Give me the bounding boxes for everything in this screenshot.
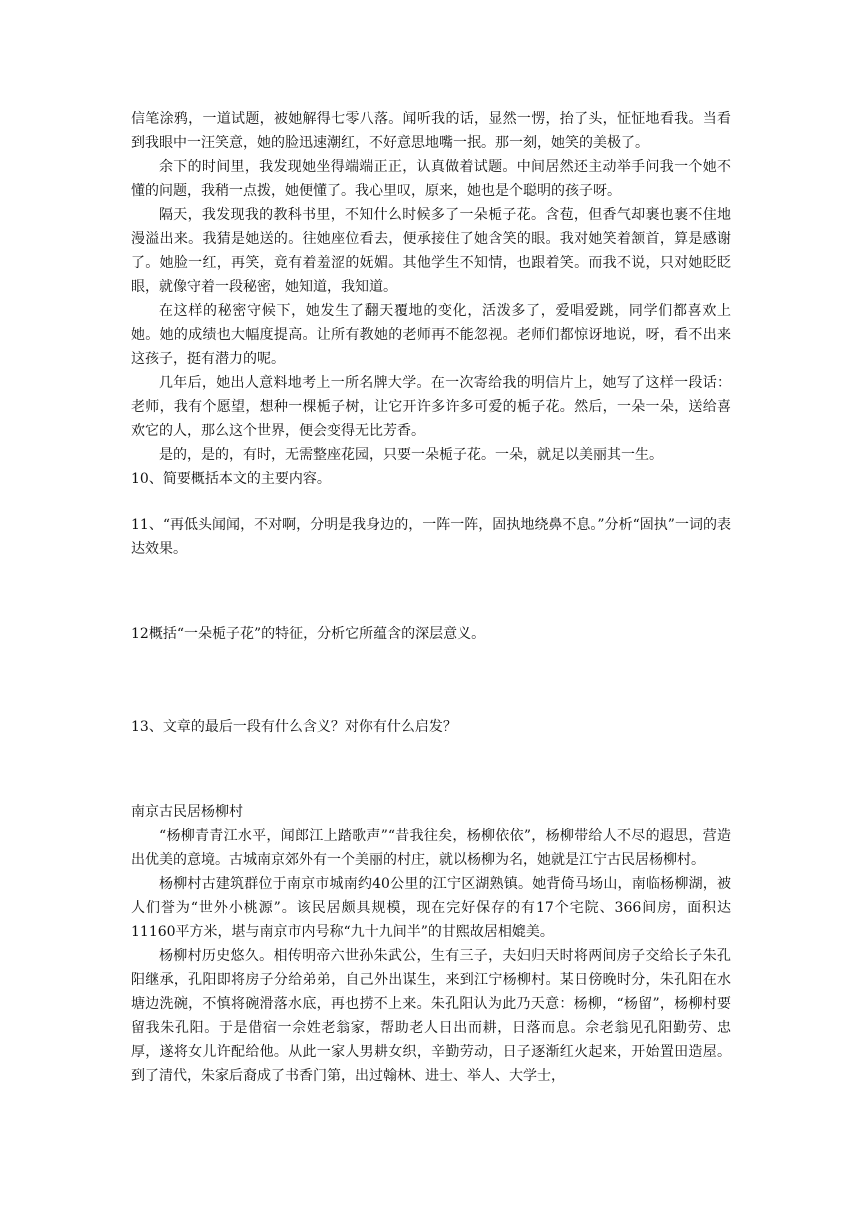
question-12: 12概括“一朵栀子花”的特征，分析它所蕴含的深层意义。 (131, 626, 486, 642)
story-paragraph: 在这样的秘密守候下，她发生了翻天覆地的变化，活泼多了，爱唱爱跳，同学们都喜欢上她。她的成绩也大幅度提高。让所有教她的老师再不能忽视。老师们都惊讶地说，呀，看不出来这孩子，挺有潜力的呢。 (131, 303, 731, 367)
story-paragraph: 余下的时间里，我发现她坐得端端正正，认真做着试题。中间居然还主动举手问我一个她不懂的问题，我稍一点拨，她便懂了。我心里叹，原来，她也是个聪明的孩子呀。 (131, 159, 731, 199)
question-11-block (131, 513, 731, 561)
question-12-block (131, 622, 731, 646)
article-paragraph: 杨柳村古建筑群位于南京市城南约40公里的江宁区湖熟镇。她背倚马场山，南临杨柳湖，被人们誉为“世外小桃源”。该民居颇具规模，现在完好保存的有17个宅院、366间房，面积达11160平方米，堪与南京市内号称“九十九间半”的甘熙故居相媲美。 (131, 876, 731, 940)
story-section (131, 107, 731, 491)
story-paragraph: 几年后，她出人意料地考上一所名牌大学。在一次寄给我的明信片上，她写了这样一段话：老师，我有个愿望，想种一棵栀子树，让它开许多许多可爱的栀子花。然后，一朵一朵，送给喜欢它的人，那么这个世界，便会变得无比芳香。 (131, 375, 731, 439)
story-paragraph: 信笔涂鸦，一道试题，被她解得七零八落。闻听我的话，显然一愣，抬了头，怔怔地看我。当看到我眼中一汪笑意，她的脸迅速潮红，不好意思地嘴一抿。那一刻，她笑的美极了。 (131, 111, 731, 151)
question-13: 13、文章的最后一段有什么含义？对你有什么启发？ (131, 719, 457, 735)
story-paragraph: 是的，是的，有时，无需整座花园，只要一朵栀子花。一朵，就足以美丽其一生。 (159, 447, 663, 463)
article-section (131, 800, 731, 1088)
article-paragraph: 杨柳村历史悠久。相传明帝六世孙朱武公，生有三子，夫妇归天时将两间房子交给长子朱孔阳继承，孔阳即将房子分给弟弟，自己外出谋生，来到江宁杨柳村。某日傍晚时分，朱孔阳在水塘边洗碗，不慎将碗滑落水底，再也捞不上来。朱孔阳认为此乃天意：杨柳，“杨留”，杨柳村要留我朱孔阳。于是借宿一佘姓老翁家，帮助老人日出而耕，日落而息。佘老翁见孔阳勤劳、忠厚，遂将女儿许配给他。从此一家人男耕女织，辛勤劳动，日子逐渐红火起来，开始置田造屋。到了清代，朱家后裔成了书香门第，出过翰林、进士、举人、大学士， (131, 948, 731, 1084)
article-paragraph: “杨柳青青江水平，闻郎江上踏歌声”“昔我往矣，杨柳依依”，杨柳带给人不尽的遐思，营造出优美的意境。古城南京郊外有一个美丽的村庄，就以杨柳为名，她就是江宁古民居杨柳村。 (131, 828, 731, 868)
question-11: 11、“再低头闻闻，不对啊，分明是我身边的，一阵一阵，固执地绕鼻不息。”分析“固执”一词的表达效果。 (131, 517, 731, 557)
story-paragraph: 隔天，我发现我的教科书里，不知什么时候多了一朵栀子花。含苞，但香气却裹也裹不住地漫溢出来。我猜是她送的。往她座位看去，便承接住了她含笑的眼。我对她笑着颔首，算是感谢了。她脸一红，再笑，竟有着羞涩的妩媚。其他学生不知情，也跟着笑。而我不说，只对她眨眨眼，就像守着一段秘密，她知道，我知道。 (131, 207, 731, 295)
question-13-block (131, 715, 731, 739)
question-10: 10、简要概括本文的主要内容。 (131, 471, 331, 487)
article-title: 南京古民居杨柳村 (131, 804, 243, 820)
